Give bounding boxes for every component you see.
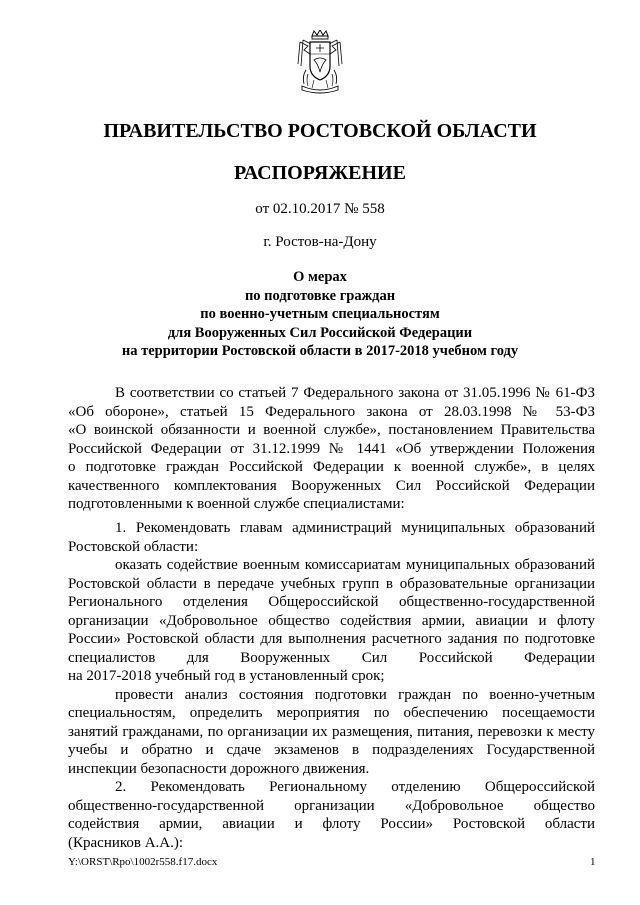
body-line: Ростовской области в передаче учебных групп в образовательные организации — [68, 575, 595, 592]
body-line: специальностям, определить мероприятия по обеспечению посещаемости — [68, 705, 595, 721]
body-line: В соответствии со статьей 7 Федерального закона от 31.05.1996 № 61-ФЗ — [115, 385, 595, 401]
body-line: 2. Рекомендовать Региональному отделению Общероссийской — [115, 779, 595, 795]
footer-page-number: 1 — [590, 856, 596, 868]
body-line: подготовленными к военной службе специалистами: — [68, 496, 405, 512]
body-line: общественно-государственной организации «Добровольное общество — [68, 797, 595, 814]
body-line: качественного комплектования Вооруженных Сил Российской Федерации — [68, 477, 595, 494]
body-line: о подготовке граждан Российской Федерации к военной службе», в целях — [68, 459, 595, 475]
government-title: ПРАВИТЕЛЬСТВО РОСТОВСКОЙ ОБЛАСТИ — [103, 120, 537, 142]
body-line: Ростовской области: — [68, 538, 199, 555]
body-line: на 2017-2018 учебный год в установленный срок; — [68, 668, 385, 684]
body-line: (Красников А.А.): — [68, 834, 184, 851]
rostov-region-coat-of-arms-icon — [294, 30, 346, 94]
body-line: 1. Рекомендовать главам администраций муниципальных образований — [115, 520, 595, 536]
document-date-number: от 02.10.2017 № 558 — [255, 201, 385, 217]
subject-line: на территории Ростовской области в 2017-2018 учебном году — [121, 343, 519, 359]
body-line: оказать содействие военным комиссариатам муниципальных образований — [115, 557, 595, 573]
document-subject — [0, 268, 640, 361]
preamble-paragraph — [68, 384, 595, 514]
subject-line: О мерах — [293, 269, 347, 285]
body-line: «О воинской обязанности и военной службе», постановлением Правительства — [68, 422, 595, 438]
footer-file-path: Y:\ORST\Rpo\1002r558.f17.docx — [68, 856, 218, 868]
body-line: России» Ростовской области для выполнения расчетного задания по подготовке — [68, 631, 595, 647]
items-section — [68, 519, 595, 852]
body-line: провести анализ состояния подготовки граждан по военно-учетным — [115, 686, 595, 703]
body-line: Российской Федерации от 31.12.1999 № 1441 «Об утверждении Положения — [68, 440, 595, 457]
document-city: г. Ростов-на-Дону — [263, 234, 377, 250]
body-line: Регионального отделения Общероссийской общественно-государственной — [68, 594, 595, 610]
body-line: учебы и обратно и сдаче экзаменов в подразделениях Государственной — [68, 742, 595, 758]
document-type: РАСПОРЯЖЕНИЕ — [234, 162, 406, 184]
body-line: «Об обороне», статьей 15 Федерального закона от 28.03.1998 № 53-ФЗ — [68, 403, 595, 420]
body-line: содействия армии, авиации и флоту России» Ростовской области — [68, 816, 595, 832]
subject-line: для Вооруженных Сил Российской Федерации — [167, 324, 473, 341]
subject-line: по подготовке граждан — [244, 287, 396, 304]
body-line: инспекции безопасности дорожного движения. — [68, 760, 370, 777]
body-line: занятий гражданами, по организации их размещения, питания, перевозки к месту — [68, 723, 595, 740]
body-line: организации «Добровольное общество содействия армии, авиации и флоту — [68, 612, 595, 629]
subject-line: по военно-учетным специальностям — [200, 306, 440, 322]
body-line: специалистов для Вооруженных Сил Российской Федерации — [68, 649, 595, 666]
